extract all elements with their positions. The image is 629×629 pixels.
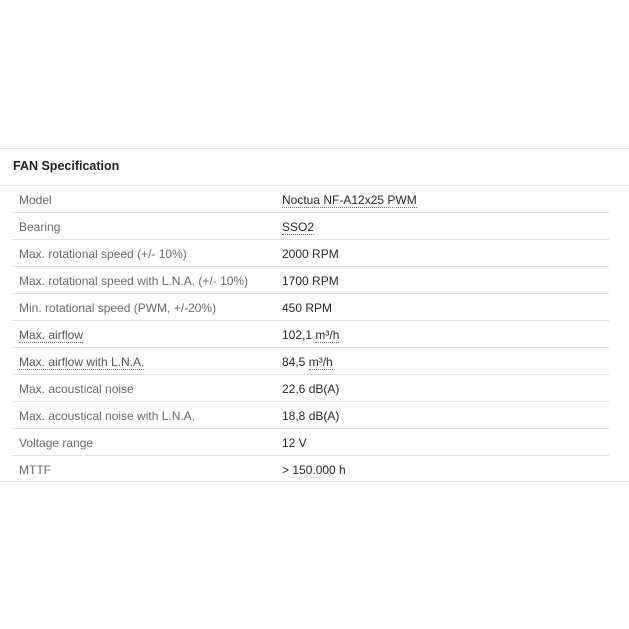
spec-row-max-airflow	[12, 321, 609, 348]
spec-value: 22,6 dB(A)	[282, 382, 340, 396]
spec-label: Max. rotational speed (+/- 10%)	[19, 247, 187, 261]
spec-value: 18,8 dB(A)	[282, 409, 340, 423]
spec-label: MTTF	[19, 463, 51, 477]
spec-value-number: 84,5	[282, 355, 306, 369]
spec-label-link[interactable]: Max. airflow with L.N.A.	[19, 355, 145, 369]
spec-row-max-noise-lna	[12, 402, 609, 429]
spec-row-max-speed-lna	[12, 267, 609, 294]
spec-label: Min. rotational speed (PWM, +/-20%)	[19, 301, 217, 315]
unit-link[interactable]: m³/h	[315, 328, 340, 342]
spec-label: Bearing	[19, 220, 61, 234]
spec-row-min-speed	[12, 294, 609, 321]
spec-row-max-speed	[12, 240, 609, 267]
spec-table	[12, 186, 609, 482]
section-title: FAN Specification	[13, 159, 120, 173]
spec-row-max-airflow-lna	[12, 348, 609, 375]
spec-value-link[interactable]: Noctua NF-A12x25 PWM	[282, 193, 417, 207]
spec-label: Voltage range	[19, 436, 94, 450]
spec-value	[282, 355, 333, 369]
spec-row-max-noise	[12, 375, 609, 402]
spec-row-voltage	[12, 429, 609, 456]
spec-value: 2000 RPM	[282, 247, 339, 261]
spec-value-link[interactable]: SSO2	[282, 220, 315, 234]
spec-label: Max. acoustical noise with L.N.A.	[19, 409, 196, 423]
spec-row-mttf	[12, 456, 609, 482]
spec-label: Max. acoustical noise	[19, 382, 134, 396]
spec-label: Max. rotational speed with L.N.A. (+/- 10%)	[19, 274, 249, 288]
spec-label-link[interactable]: Max. airflow	[19, 328, 84, 342]
spec-value: 450 RPM	[282, 301, 333, 315]
spec-row-model	[12, 186, 609, 213]
spec-value: > 150.000 h	[282, 463, 346, 477]
spec-value-number: 102,1	[282, 328, 313, 342]
spec-value: 1700 RPM	[282, 274, 339, 288]
spec-value: 12 V	[282, 436, 307, 450]
fan-specification-panel	[0, 148, 629, 482]
spec-value	[282, 328, 339, 342]
spec-row-bearing	[12, 213, 609, 240]
unit-link[interactable]: m³/h	[308, 355, 333, 369]
spec-label: Model	[19, 193, 52, 207]
